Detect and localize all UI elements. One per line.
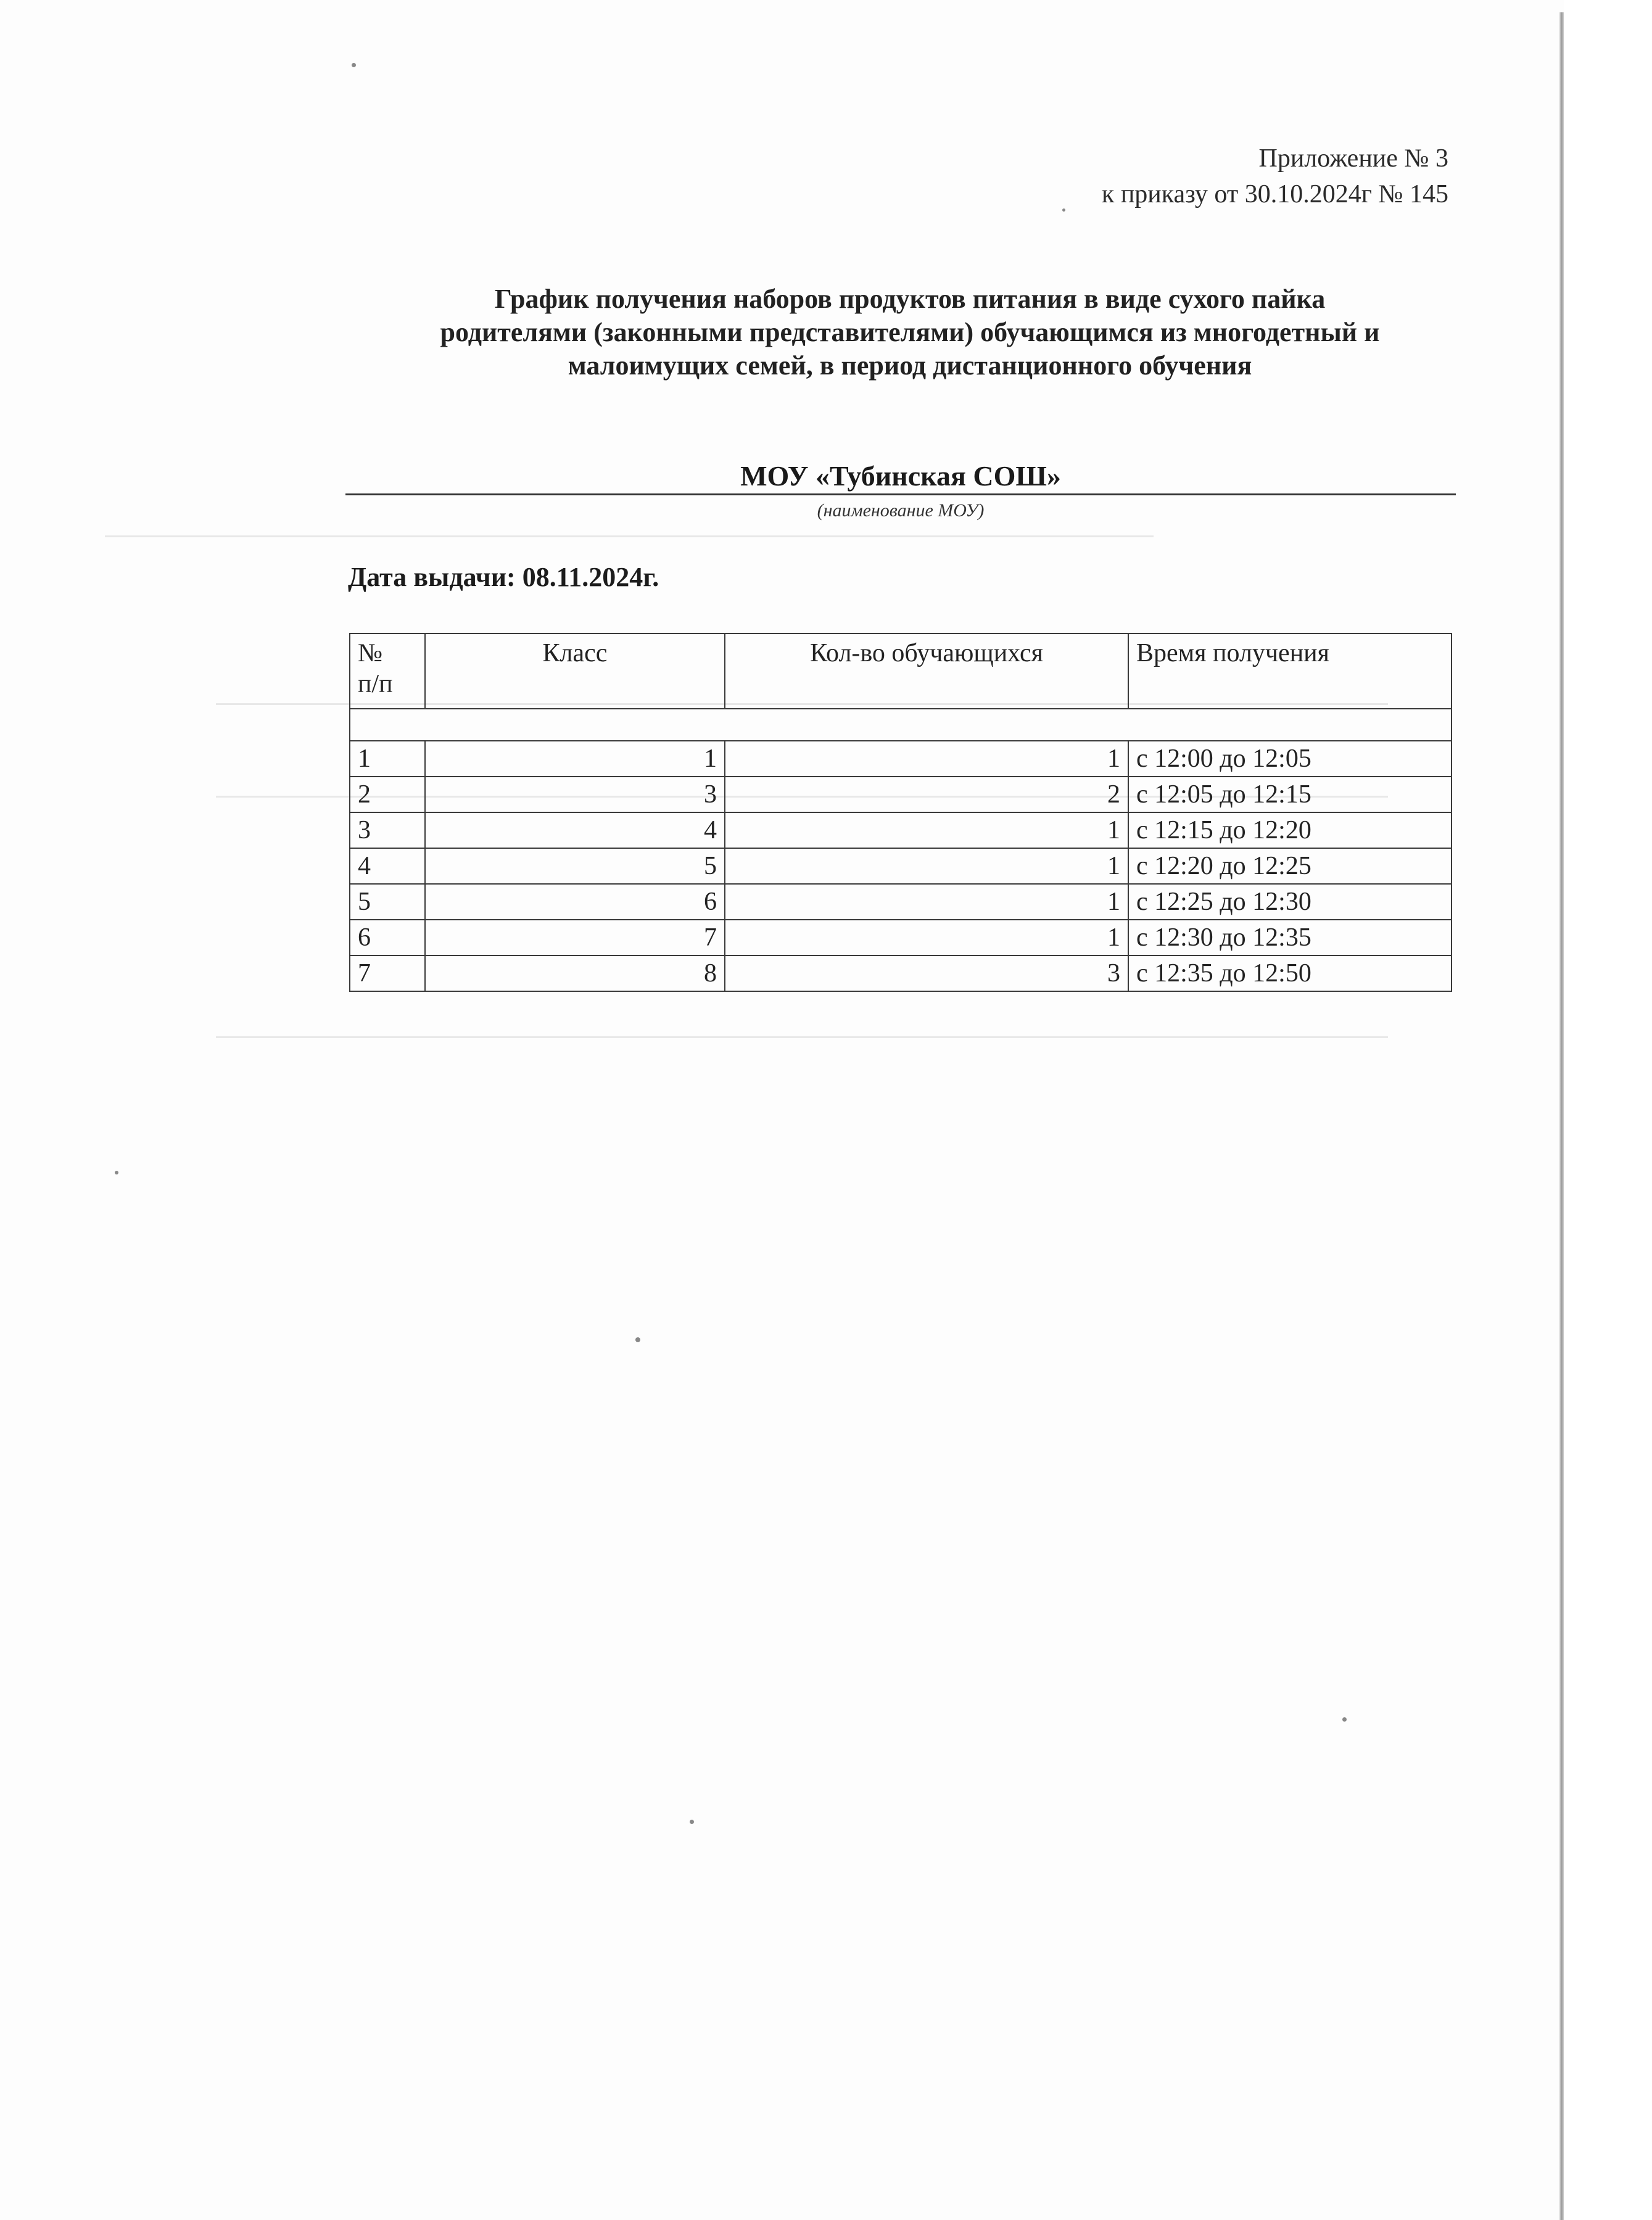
cell-student-count: 3 xyxy=(725,955,1128,991)
cell-student-count: 1 xyxy=(725,848,1128,884)
cell-student-count: 1 xyxy=(725,884,1128,920)
appendix-reference xyxy=(1102,141,1448,212)
issue-date xyxy=(348,560,659,595)
header-number-line2: п/п xyxy=(358,670,393,698)
cell-number: 6 xyxy=(350,920,425,955)
scan-speck xyxy=(1062,208,1065,212)
table-row xyxy=(350,741,1452,777)
cell-class: 3 xyxy=(425,777,725,812)
cell-class: 7 xyxy=(425,920,725,955)
header-number-line1: № xyxy=(358,639,383,667)
bleed-through-line xyxy=(105,535,1154,537)
organization-underline xyxy=(345,493,1456,495)
header-student-count: Кол-во обучающихся xyxy=(725,633,1128,709)
cell-number: 5 xyxy=(350,884,425,920)
issue-date-value: 08.11.2024г. xyxy=(522,562,659,592)
cell-number: 4 xyxy=(350,848,425,884)
cell-pickup-time: с 12:00 до 12:05 xyxy=(1128,741,1452,777)
scan-speck xyxy=(690,1820,694,1824)
table-row xyxy=(350,920,1452,955)
title-line-2: родителями (законными представителями) обучающимся из многодетный и xyxy=(440,317,1380,347)
cell-pickup-time: с 12:25 до 12:30 xyxy=(1128,884,1452,920)
table-blank-row xyxy=(350,709,1452,741)
header-pickup-time: Время получения xyxy=(1128,633,1452,709)
cell-student-count: 1 xyxy=(725,920,1128,955)
organization-caption: (наименование МОУ) xyxy=(817,500,985,521)
cell-class: 6 xyxy=(425,884,725,920)
title-line-3: малоимущих семей, в период дистанционного обучения xyxy=(568,350,1252,381)
issue-date-label: Дата выдачи: xyxy=(348,562,516,592)
bleed-through-line xyxy=(216,1036,1388,1038)
table-row xyxy=(350,812,1452,848)
scan-edge xyxy=(1559,12,1564,2220)
table-row xyxy=(350,955,1452,991)
cell-pickup-time: с 12:20 до 12:25 xyxy=(1128,848,1452,884)
table-row xyxy=(350,884,1452,920)
cell-class: 5 xyxy=(425,848,725,884)
document-title xyxy=(345,283,1474,382)
cell-student-count: 1 xyxy=(725,812,1128,848)
scan-speck xyxy=(1342,1717,1347,1722)
title-line-1: График получения наборов продуктов питания в виде сухого пайка xyxy=(494,284,1326,314)
cell-pickup-time: с 12:15 до 12:20 xyxy=(1128,812,1452,848)
table-row xyxy=(350,848,1452,884)
schedule-table xyxy=(349,633,1452,992)
cell-number: 7 xyxy=(350,955,425,991)
scan-speck xyxy=(115,1171,118,1174)
header-number xyxy=(350,633,425,709)
scan-speck xyxy=(352,63,356,67)
cell-pickup-time: с 12:35 до 12:50 xyxy=(1128,955,1452,991)
cell-pickup-time: с 12:05 до 12:15 xyxy=(1128,777,1452,812)
header-class: Класс xyxy=(425,633,725,709)
cell-number: 1 xyxy=(350,741,425,777)
appendix-number: Приложение № 3 xyxy=(1258,144,1448,173)
order-reference: к приказу от 30.10.2024г № 145 xyxy=(1101,180,1448,208)
cell-class: 4 xyxy=(425,812,725,848)
cell-number: 2 xyxy=(350,777,425,812)
cell-student-count: 1 xyxy=(725,741,1128,777)
cell-number: 3 xyxy=(350,812,425,848)
organization-name: МОУ «Тубинская СОШ» xyxy=(740,460,1061,492)
table-row xyxy=(350,777,1452,812)
cell-class: 1 xyxy=(425,741,725,777)
table-header-row xyxy=(350,633,1452,709)
cell-student-count: 2 xyxy=(725,777,1128,812)
cell-class: 8 xyxy=(425,955,725,991)
cell-pickup-time: с 12:30 до 12:35 xyxy=(1128,920,1452,955)
scan-margin xyxy=(1564,0,1652,2220)
scan-speck xyxy=(635,1337,640,1342)
table-blank-cell xyxy=(350,709,1452,741)
